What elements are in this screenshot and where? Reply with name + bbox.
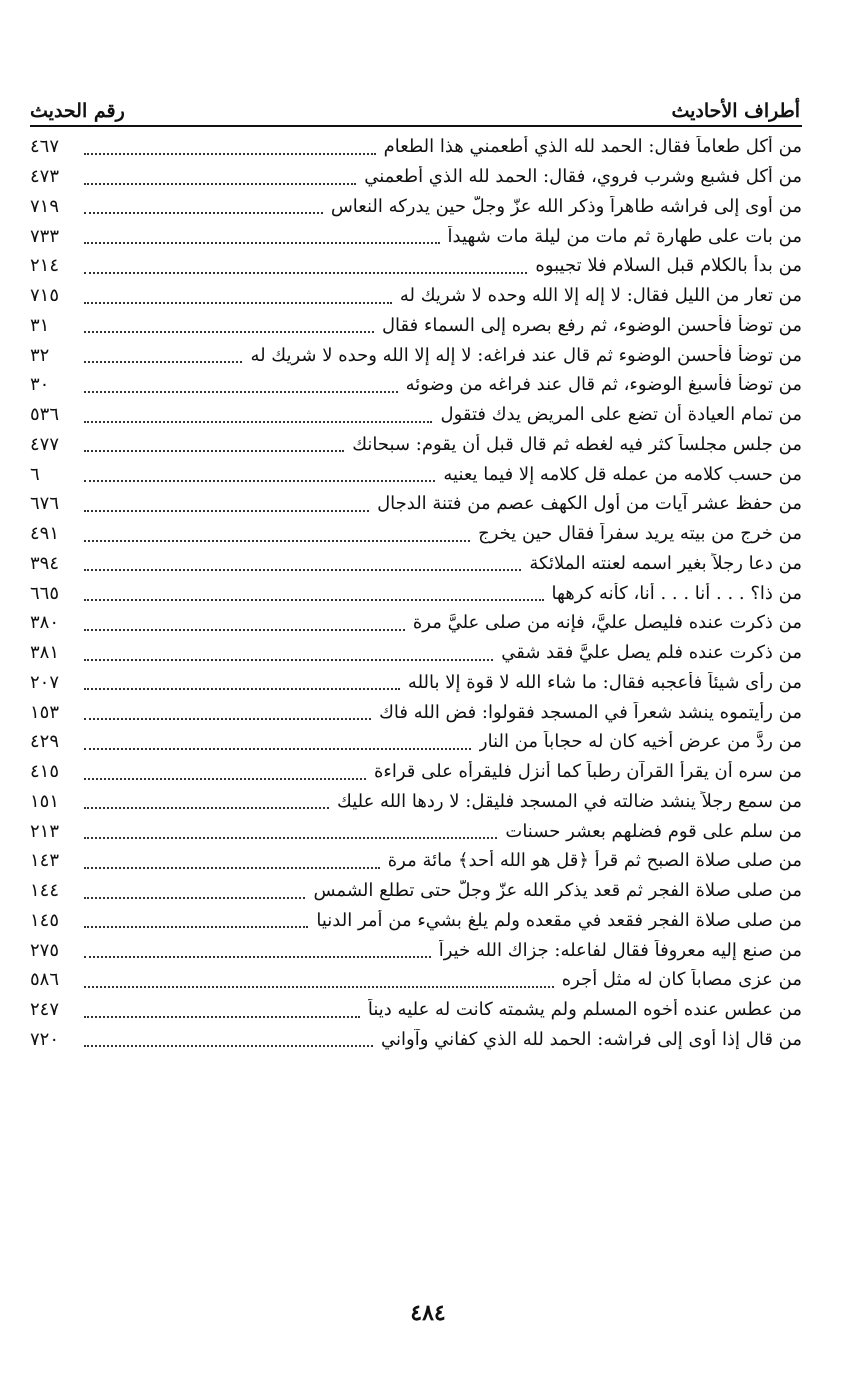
header-title: أطراف الأحاديث bbox=[671, 100, 800, 122]
dot-leader bbox=[84, 678, 400, 690]
entry-text: من تعار من الليل فقال: لا إله إلا الله وحده لا شريك له bbox=[399, 285, 802, 307]
dot-leader bbox=[84, 500, 369, 512]
index-entry bbox=[30, 638, 802, 668]
dot-leader bbox=[84, 173, 356, 185]
index-entries bbox=[30, 132, 802, 1054]
index-entry bbox=[30, 311, 802, 341]
entry-text: من تمام العيادة أن تضع على المريض يدك فتقول bbox=[440, 404, 802, 426]
dot-leader bbox=[84, 797, 329, 809]
index-entry bbox=[30, 935, 802, 965]
hadith-number: ٣٩٤ bbox=[30, 552, 60, 574]
entry-text: من ذكرت عنده فلم يصل عليَّ فقد شقي bbox=[501, 642, 802, 664]
entry-text: من بدأ بالكلام قبل السلام فلا تجيبوه bbox=[535, 255, 802, 277]
index-entry bbox=[30, 459, 802, 489]
dot-leader bbox=[84, 589, 544, 601]
hadith-number: ٣٠ bbox=[30, 374, 50, 396]
index-entry bbox=[30, 846, 802, 876]
hadith-number: ٧١٩ bbox=[30, 195, 60, 217]
index-entry bbox=[30, 221, 802, 251]
hadith-number: ١٤٤ bbox=[30, 880, 60, 902]
hadith-number: ١٥٣ bbox=[30, 701, 60, 723]
header-column-label: رقم الحديث bbox=[30, 100, 125, 122]
entry-text: من أوى إلى فراشه طاهراً وذكر الله عزّ وجلّ حين يدركه النعاس bbox=[330, 195, 802, 217]
index-entry bbox=[30, 697, 802, 727]
hadith-number: ٦٦٥ bbox=[30, 582, 60, 604]
hadith-number: ٧٣٣ bbox=[30, 225, 60, 247]
entry-text: من أكل طعاماً فقال: الحمد لله الذي أطعمني هذا الطعام bbox=[383, 136, 802, 158]
index-entry bbox=[30, 281, 802, 311]
dot-leader bbox=[84, 202, 323, 214]
dot-leader bbox=[84, 351, 242, 363]
entry-text: من أكل فشبع وشرب فروي، فقال: الحمد لله الذي أطعمني bbox=[364, 166, 802, 188]
dot-leader bbox=[84, 887, 305, 899]
entry-text: من عطس عنده أخوه المسلم ولم يشمته كانت له عليه ديناً bbox=[367, 999, 802, 1021]
hadith-number: ٢٧٥ bbox=[30, 939, 60, 961]
dot-leader bbox=[84, 381, 398, 393]
index-entry bbox=[30, 430, 802, 460]
hadith-number: ٢١٣ bbox=[30, 820, 60, 842]
dot-leader bbox=[84, 946, 431, 958]
dot-leader bbox=[84, 411, 432, 423]
dot-leader bbox=[84, 916, 308, 928]
entry-text: من توضأ فأحسن الوضوء، ثم رفع بصره إلى السماء فقال bbox=[381, 314, 802, 336]
index-entry bbox=[30, 816, 802, 846]
dot-leader bbox=[84, 559, 521, 571]
entry-text: من ردَّ من عرض أخيه كان له حجاباً من النار bbox=[478, 731, 802, 753]
hadith-number: ٤٢٩ bbox=[30, 731, 60, 753]
hadith-number: ٤٦٧ bbox=[30, 136, 60, 158]
index-entry bbox=[30, 192, 802, 222]
index-entry bbox=[30, 400, 802, 430]
dot-leader bbox=[84, 708, 371, 720]
entry-text: من خرج من بيته يريد سفراً فقال حين يخرج bbox=[478, 523, 802, 545]
entry-text: من سلم على قوم فضلهم بعشر حسنات bbox=[505, 820, 802, 842]
entry-text: من قال إذا أوى إلى فراشه: الحمد لله الذي كفاني وآواني bbox=[381, 1028, 802, 1050]
dot-leader bbox=[84, 1006, 360, 1018]
index-entry bbox=[30, 1025, 802, 1055]
entry-text: من ذا؟ . . . أنا . . . أنا، كأنه كرهها bbox=[551, 582, 802, 604]
index-entry bbox=[30, 668, 802, 698]
dot-leader bbox=[84, 738, 471, 750]
hadith-number: ٣٨١ bbox=[30, 642, 60, 664]
entry-text: من سمع رجلاً ينشد ضالته في المسجد فليقل: لا ردها الله عليك bbox=[337, 790, 802, 812]
dot-leader bbox=[84, 857, 380, 869]
entry-text: من صلى صلاة الصبح ثم قرأ ﴿قل هو الله أحد﴾ مائة مرة bbox=[387, 850, 802, 872]
index-entry bbox=[30, 965, 802, 995]
entry-text: من حفظ عشر آيات من أول الكهف عصم من فتنة الدجال bbox=[377, 493, 802, 515]
header-rule bbox=[30, 125, 802, 127]
entry-text: من رأى شيئاً فأعجبه فقال: ما شاء الله لا قوة إلا بالله bbox=[407, 671, 802, 693]
dot-leader bbox=[84, 470, 435, 482]
dot-leader bbox=[84, 292, 392, 304]
entry-text: من توضأ فأحسن الوضوء ثم قال عند فراغه: لا إله إلا الله وحده لا شريك له bbox=[250, 344, 802, 366]
index-entry bbox=[30, 876, 802, 906]
hadith-number: ٤٧٧ bbox=[30, 433, 60, 455]
dot-leader bbox=[84, 143, 376, 155]
index-entry bbox=[30, 578, 802, 608]
hadith-number: ٦٧٦ bbox=[30, 493, 60, 515]
hadith-number: ٣٢ bbox=[30, 344, 50, 366]
index-entry bbox=[30, 251, 802, 281]
index-entry bbox=[30, 608, 802, 638]
entry-text: من صلى صلاة الفجر ثم قعد يذكر الله عزّ وجلّ حتى تطلع الشمس bbox=[313, 880, 802, 902]
dot-leader bbox=[84, 619, 405, 631]
index-entry bbox=[30, 370, 802, 400]
index-entry bbox=[30, 757, 802, 787]
hadith-number: ٤٧٣ bbox=[30, 166, 60, 188]
hadith-number: ٢٠٧ bbox=[30, 671, 60, 693]
page-number: ٤٨٤ bbox=[410, 1300, 446, 1326]
hadith-number: ٤١٥ bbox=[30, 761, 60, 783]
index-entry bbox=[30, 549, 802, 579]
entry-text: من رأيتموه ينشد شعراً في المسجد فقولوا: فض الله فاك bbox=[379, 701, 802, 723]
hadith-number: ٢٤٧ bbox=[30, 999, 60, 1021]
hadith-number: ١٤٥ bbox=[30, 909, 60, 931]
dot-leader bbox=[84, 976, 554, 988]
hadith-number: ٥٣٦ bbox=[30, 404, 60, 426]
dot-leader bbox=[84, 827, 497, 839]
hadith-number: ١٥١ bbox=[30, 790, 60, 812]
dot-leader bbox=[84, 321, 374, 333]
dot-leader bbox=[84, 530, 470, 542]
entry-text: من جلس مجلساً كثر فيه لغطه ثم قال قبل أن يقوم: سبحانك bbox=[352, 433, 802, 455]
index-entry bbox=[30, 727, 802, 757]
dot-leader bbox=[84, 649, 493, 661]
entry-text: من ذكرت عنده فليصل عليَّ، فإنه من صلى عليَّ مرة bbox=[412, 612, 802, 634]
entry-text: من توضأ فأسبغ الوضوء، ثم قال عند فراغه من وضوئه bbox=[405, 374, 802, 396]
index-entry bbox=[30, 995, 802, 1025]
running-header bbox=[30, 82, 800, 122]
hadith-number: ٧٢٠ bbox=[30, 1028, 60, 1050]
index-entry bbox=[30, 906, 802, 936]
hadith-number: ٦ bbox=[30, 463, 40, 485]
entry-text: من صلى صلاة الفجر فقعد في مقعده ولم يلغ بشيء من أمر الدنيا bbox=[316, 909, 802, 931]
dot-leader bbox=[84, 440, 344, 452]
dot-leader bbox=[84, 1035, 373, 1047]
entry-text: من بات على طهارة ثم مات من ليلة مات شهيداً bbox=[447, 225, 802, 247]
index-entry bbox=[30, 340, 802, 370]
hadith-number: ٢١٤ bbox=[30, 255, 60, 277]
entry-text: من سره أن يقرأ القرآن رطباً كما أنزل فليقرأه على قراءة bbox=[373, 761, 802, 783]
index-entry bbox=[30, 787, 802, 817]
hadith-number: ١٤٣ bbox=[30, 850, 60, 872]
index-entry bbox=[30, 519, 802, 549]
hadith-number: ٤٩١ bbox=[30, 523, 60, 545]
hadith-number: ٣٨٠ bbox=[30, 612, 60, 634]
entry-text: من صنع إليه معروفاً فقال لفاعله: جزاك الله خيراً bbox=[438, 939, 802, 961]
hadith-number: ٣١ bbox=[30, 314, 50, 336]
entry-text: من حسب كلامه من عمله قل كلامه إلا فيما يعنيه bbox=[443, 463, 802, 485]
index-entry bbox=[30, 489, 802, 519]
hadith-number: ٥٨٦ bbox=[30, 969, 60, 991]
dot-leader bbox=[84, 232, 440, 244]
hadith-number: ٧١٥ bbox=[30, 285, 60, 307]
index-entry bbox=[30, 162, 802, 192]
dot-leader bbox=[84, 768, 366, 780]
entry-text: من عزى مصاباً كان له مثل أجره bbox=[561, 969, 802, 991]
entry-text: من دعا رجلاً بغير اسمه لعنته الملائكة bbox=[529, 552, 802, 574]
index-entry bbox=[30, 132, 802, 162]
dot-leader bbox=[84, 262, 527, 274]
